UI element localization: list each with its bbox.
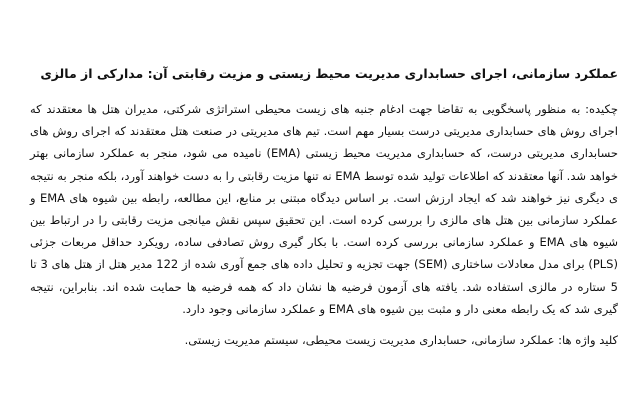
paper-title: عملکرد سازمانی، اجرای حسابداری مدیریت محیط زیستی و مزیت رقابتی آن: مدارکی از مالزی [40, 66, 618, 81]
abstract-paragraph [30, 98, 618, 320]
abstract-text: به منظور پاسخگویی به تقاضا جهت ادغام جنبه های زیست محیطی استراتژی شرکتی، مدیران هتل ها معتقدند که اجرای روش های حسابداری مدیریتی درست بسیار مهم است. تیم های مدیریتی در صنعت هتل معتقدند که اجرای روش های حسابداری مدیریتی درست، که حسابداری مدیریت محیط زیستی (EMA) نامیده می شود، منجر به عملکرد سازمانی بهتر خواهد شد. آنها معتقدند که اطلاعات تولید شده توسط EMA نه تنها مزیت رقابتی را به دست خواهند آورد، بلکه منجر به نتیجه ی دیگری نیز خواهند شد که ایجاد ارزش است. بر اساس دیدگاه مبتنی بر منابع، این مطالعه، رابطه بین شیوه های EMA و عملکرد سازمانی بین هتل های مالزی را بررسی کرده است. این تحقیق سپس نقش میانجی مزیت رقابتی را در ارتباط بین شیوه های EMA و عملکرد سازمانی بررسی کرده است. با بکار گیری روش تصادفی ساده، رویکرد حداقل مربعات جزئی (PLS) برای مدل معادلات ساختاری (SEM) جهت تجزیه و تحلیل داده های جمع آوری شده از 122 مدیر هتل از هتل های 3 تا 5 ستاره در مالزی استفاده شد. یافته های آزمون فرضیه ها نشان داد که همه فرضیه ها حمایت شده اند. بنابراین، نتیجه گیری شد که یک رابطه معنی دار و مثبت بین شیوه های EMA و عملکرد سازمانی وجود دارد. [29, 102, 618, 316]
abstract-label: چکیده: [585, 102, 618, 116]
keywords-label: کلید واژه ها: [558, 333, 618, 348]
keywords-text: عملکرد سازمانی، حسابداری مدیریت زیست محیطی، سیستم مدیریت زیستی. [184, 333, 559, 348]
keywords-paragraph [30, 330, 618, 350]
